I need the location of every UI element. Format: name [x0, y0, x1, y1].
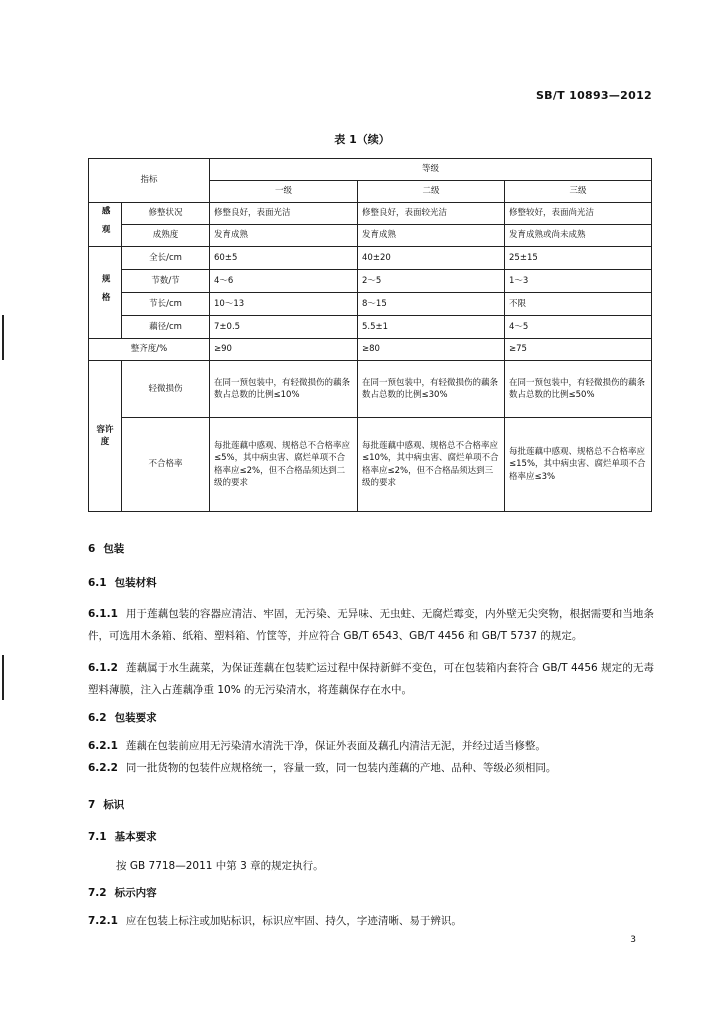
- cell-uniformity-g3: ≥75: [505, 339, 652, 361]
- paragraph-6-2-2: [88, 757, 654, 779]
- paragraph-6-1-2: [88, 657, 654, 701]
- cell-length-g1: 60±5: [210, 247, 358, 270]
- cell-uniformity-g2: ≥80: [358, 339, 505, 361]
- standard-code: SB/T 10893—2012: [535, 89, 652, 102]
- cell-maturity-g1: 发育成熟: [210, 225, 358, 247]
- cell-nodelen-g1: 10～13: [210, 293, 358, 316]
- section-title: 标识: [103, 799, 125, 811]
- clause-text: 莲藕属于水生蔬菜，为保证莲藕在包装贮运过程中保持新鲜不变色，可在包装箱内套符合 GB/T 4456 规定的无毒塑料薄膜，注入占莲藕净重 10% 的无污染清水，将莲藕保存在水中。: [88, 662, 654, 696]
- group-tolerance: 容许度: [89, 361, 122, 512]
- cell-nodes-g2: 2～5: [358, 270, 505, 293]
- section-6-heading: [88, 541, 124, 556]
- section-title: 标示内容: [114, 887, 157, 899]
- cell-diameter-g1: 7±0.5: [210, 316, 358, 339]
- row-label-diameter: 藕径/cm: [122, 316, 210, 339]
- header-grade2: 二级: [358, 181, 505, 203]
- section-7-1-heading: [88, 829, 157, 844]
- row-label-uniformity: 整齐度/%: [89, 339, 210, 361]
- row-label-length: 全长/cm: [122, 247, 210, 270]
- section-number: 6.2: [88, 712, 107, 724]
- cell-length-g2: 40±20: [358, 247, 505, 270]
- row-label-nodes: 节数/节: [122, 270, 210, 293]
- section-6-2-heading: [88, 710, 157, 725]
- header-grade: 等级: [210, 159, 652, 181]
- section-title: 包装材料: [114, 577, 157, 589]
- header-grade1: 一级: [210, 181, 358, 203]
- cell-maturity-g3: 发育成熟或尚未成熟: [505, 225, 652, 247]
- cell-nodelen-g2: 8～15: [358, 293, 505, 316]
- cell-nodes-g1: 4～6: [210, 270, 358, 293]
- cell-nonconform-g1: 每批莲藕中感观、规格总不合格率应≤5%，其中病虫害、腐烂单项不合格率应≤2%，但不合格品须达到二级的要求: [210, 418, 358, 512]
- row-label-trim: 修整状况: [122, 203, 210, 225]
- cell-nodes-g3: 1～3: [505, 270, 652, 293]
- section-number: 7.2: [88, 887, 107, 899]
- clause-number: 6.2.1: [88, 740, 118, 752]
- clause-text: 用于莲藕包装的容器应清洁、牢固，无污染、无异味、无虫蛀、无腐烂霉变，内外壁无尖突物，根据需要和当地条件，可选用木条箱、纸箱、塑料箱、竹筐等，并应符合 GB/T 6543、GB/T 4456 和 GB/T 5737 的规定。: [88, 608, 654, 642]
- table-title: 表 1（续）: [334, 133, 390, 146]
- grade-spec-table: [88, 158, 652, 512]
- section-number: 7.1: [88, 831, 107, 843]
- cell-nodelen-g3: 不限: [505, 293, 652, 316]
- paragraph-7-1: 按 GB 7718—2011 中第 3 章的规定执行。: [116, 860, 324, 872]
- cell-trim-g1: 修整良好，表面光洁: [210, 203, 358, 225]
- cell-damage-g1: 在同一预包装中，有轻微损伤的藕条数占总数的比例≤10%: [210, 361, 358, 418]
- page-number: 3: [630, 935, 636, 945]
- section-number: 7: [88, 799, 96, 811]
- cell-uniformity-g1: ≥90: [210, 339, 358, 361]
- clause-number: 6.1.2: [88, 662, 118, 674]
- section-7-heading: [88, 797, 124, 812]
- cell-diameter-g3: 4～5: [505, 316, 652, 339]
- cell-nonconform-g2: 每批莲藕中感观、规格总不合格率应≤10%，其中病虫害、腐烂单项不合格率应≤2%，但不合格品须达到三级的要求: [358, 418, 505, 512]
- section-title: 包装要求: [114, 712, 157, 724]
- header-grade3: 三级: [505, 181, 652, 203]
- group-appearance: 感观: [89, 203, 122, 247]
- binding-mark: [2, 315, 4, 360]
- cell-trim-g3: 修整较好，表面尚光洁: [505, 203, 652, 225]
- clause-number: 7.2.1: [88, 915, 118, 927]
- cell-maturity-g2: 发育成熟: [358, 225, 505, 247]
- cell-diameter-g2: 5.5±1: [358, 316, 505, 339]
- section-number: 6.1: [88, 577, 107, 589]
- paragraph-6-2-1: [88, 735, 654, 757]
- clause-text: 应在包装上标注或加贴标识，标识应牢固、持久，字迹清晰、易于辨识。: [125, 915, 462, 927]
- group-spec: 规格: [89, 247, 122, 339]
- cell-length-g3: 25±15: [505, 247, 652, 270]
- cell-damage-g2: 在同一预包装中，有轻微损伤的藕条数占总数的比例≤30%: [358, 361, 505, 418]
- header-indicator: 指标: [89, 159, 210, 203]
- cell-nonconform-g3: 每批莲藕中感观、规格总不合格率应≤15%，其中病虫害、腐烂单项不合格率应≤3%: [505, 418, 652, 512]
- cell-damage-g3: 在同一预包装中，有轻微损伤的藕条数占总数的比例≤50%: [505, 361, 652, 418]
- row-label-nonconform: 不合格率: [122, 418, 210, 512]
- paragraph-7-2-1: [88, 910, 654, 932]
- cell-trim-g2: 修整良好，表面较光洁: [358, 203, 505, 225]
- clause-text: 同一批货物的包装件应规格统一，容量一致，同一包装内莲藕的产地、品种、等级必须相同。: [125, 762, 557, 774]
- section-6-1-heading: [88, 575, 157, 590]
- section-title: 基本要求: [114, 831, 157, 843]
- clause-number: 6.1.1: [88, 608, 118, 620]
- section-7-2-heading: [88, 885, 157, 900]
- row-label-damage: 轻微损伤: [122, 361, 210, 418]
- paragraph-6-1-1: [88, 603, 654, 647]
- row-label-nodelen: 节长/cm: [122, 293, 210, 316]
- clause-number: 6.2.2: [88, 762, 118, 774]
- section-number: 6: [88, 543, 96, 555]
- row-label-maturity: 成熟度: [122, 225, 210, 247]
- binding-mark: [2, 655, 4, 700]
- section-title: 包装: [103, 543, 125, 555]
- clause-text: 莲藕在包装前应用无污染清水清洗干净，保证外表面及藕孔内清洁无泥，并经过适当修整。: [125, 740, 546, 752]
